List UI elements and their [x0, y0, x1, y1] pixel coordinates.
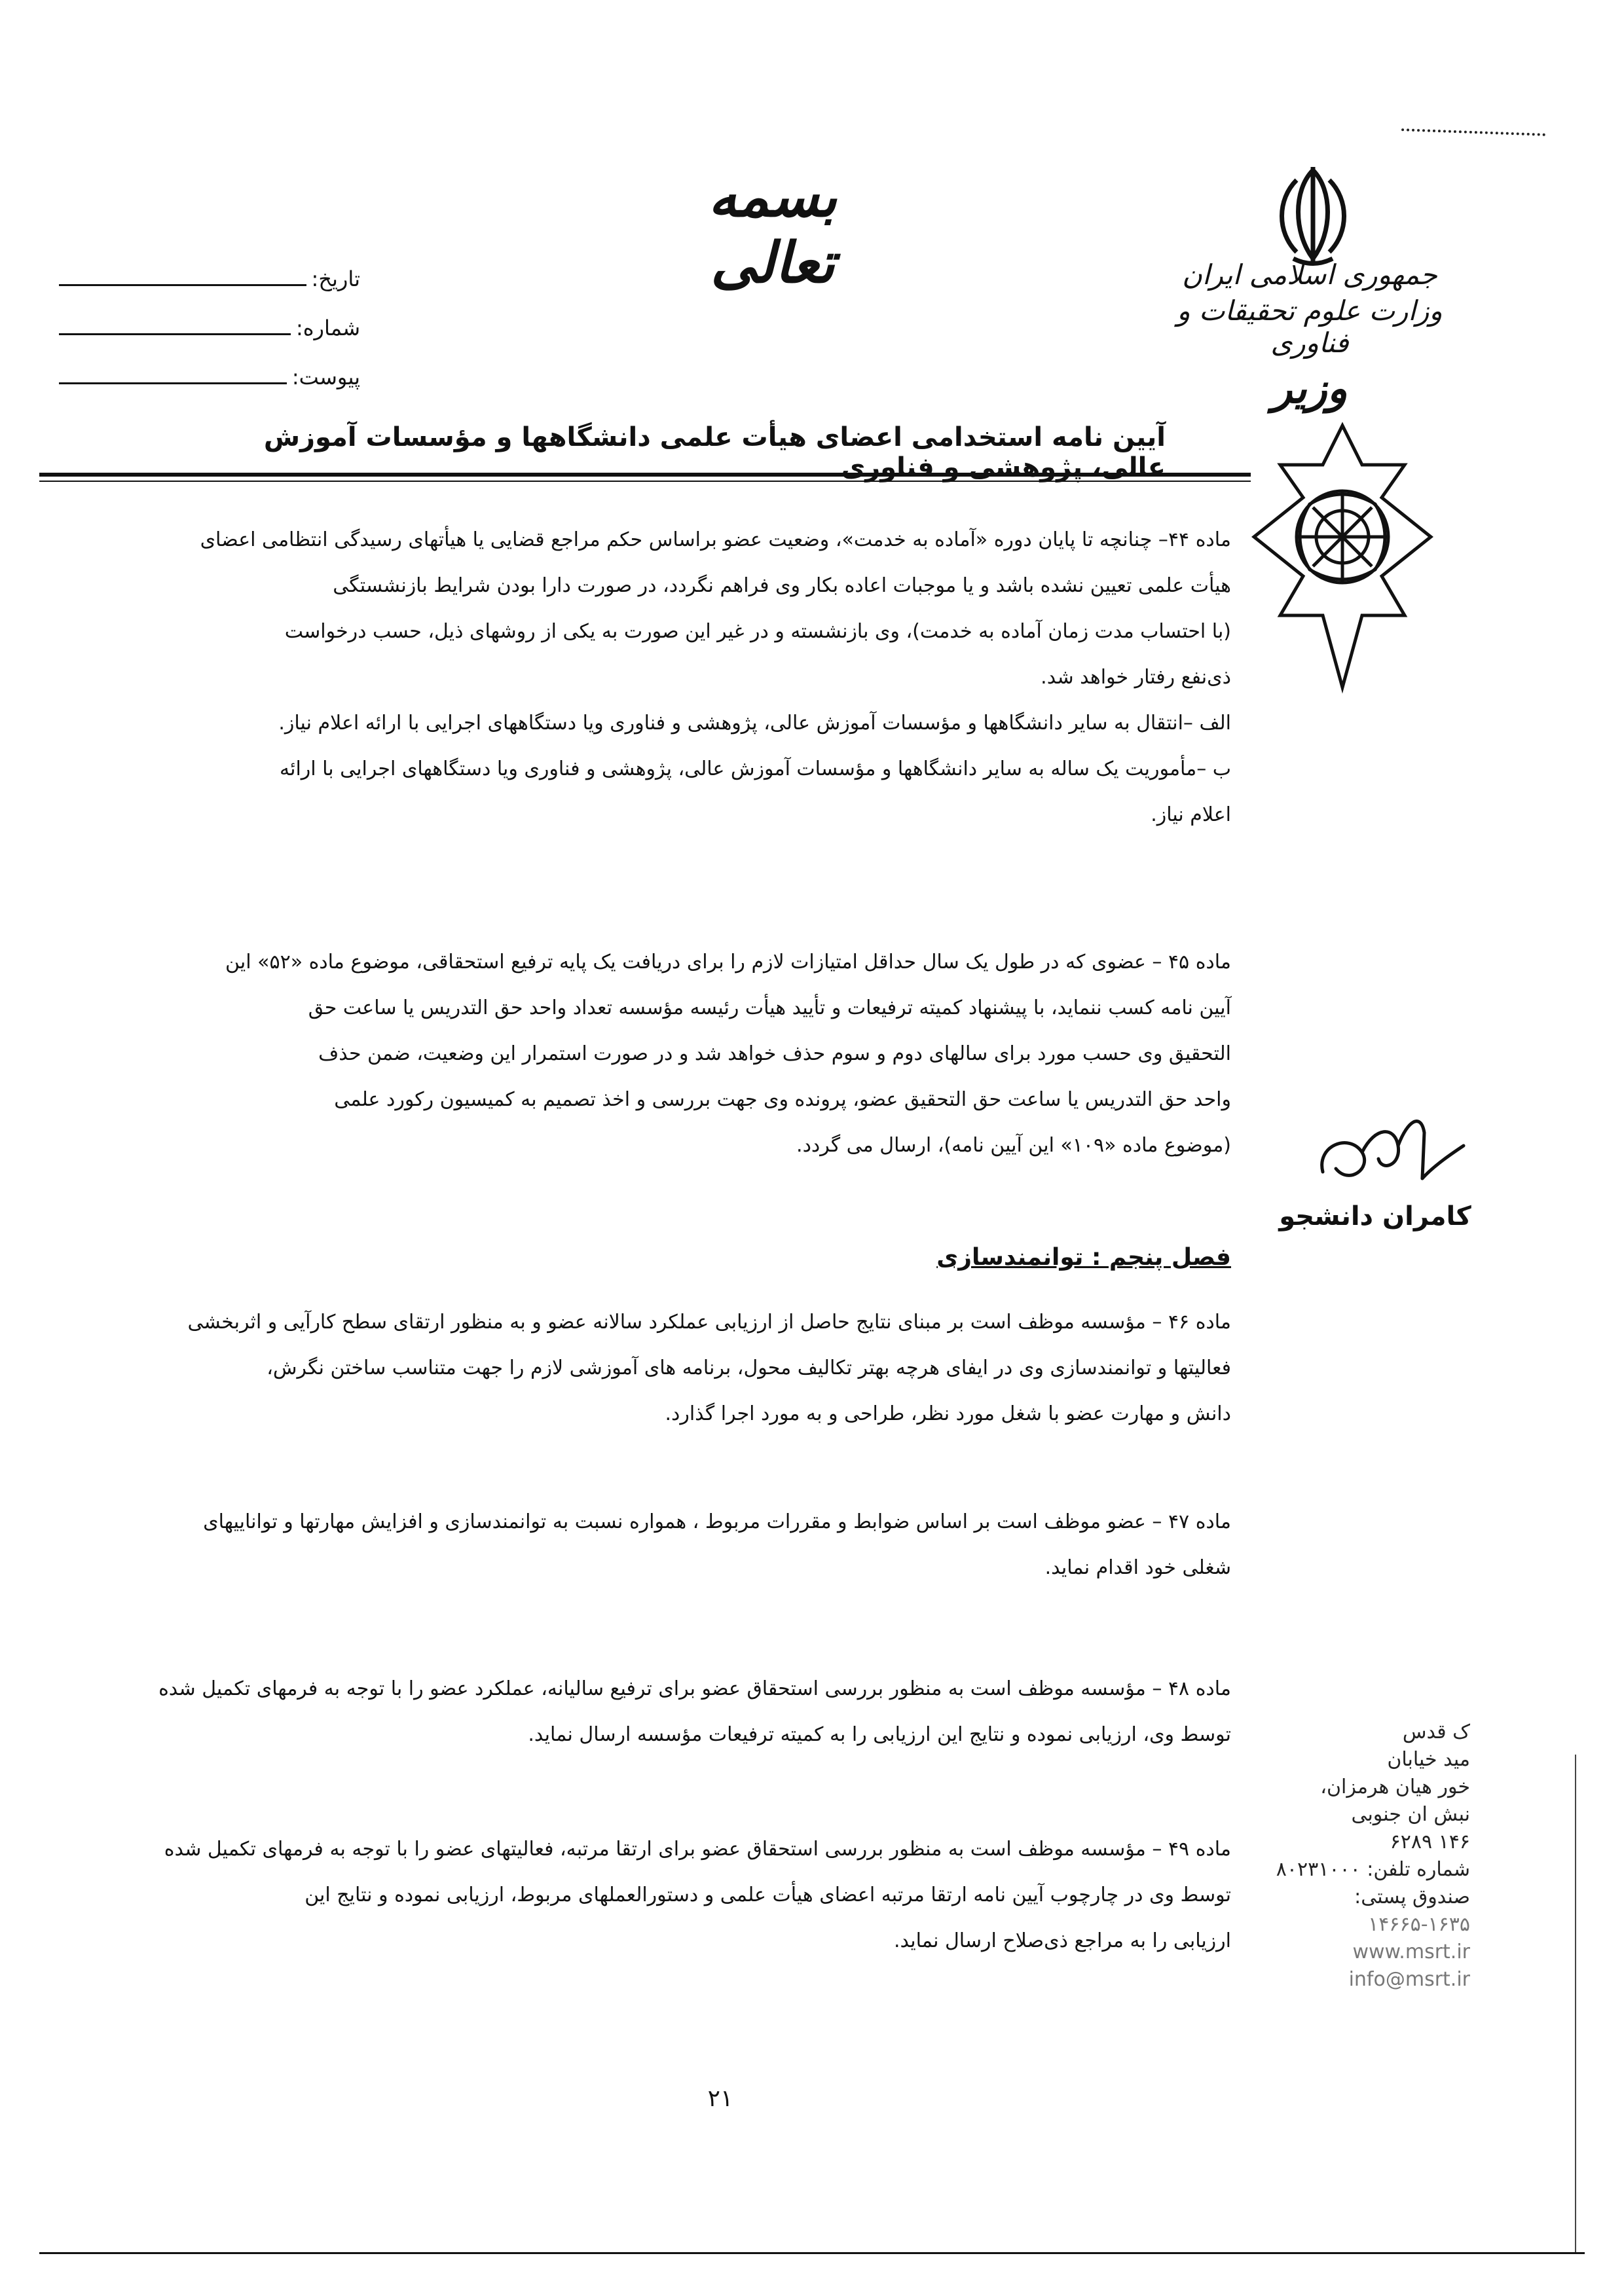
- number-label: شماره:: [295, 316, 360, 340]
- article-44-line: (با احتساب مدت زمان آماده به خدمت)، وی بازنشسته و در غیر این صورت به یکی از روشهای ذیل، حسب درخواست: [284, 620, 1231, 643]
- number-field: [59, 301, 360, 340]
- address-block: [1274, 1719, 1470, 1994]
- article-45-line: آیین نامه کسب ننماید، با پیشنهاد کمیته ترفیعات و تأیید هیأت رئیسه مؤسسه تعداد واحد حق التدریس یا ساعت حق: [308, 996, 1231, 1019]
- minister-title: وزیر: [1272, 364, 1348, 413]
- article-48-line: توسط وی، ارزیابی نموده و نتایج این ارزیابی را به کمیته ترفیعات مؤسسه ارسال نماید.: [528, 1723, 1231, 1746]
- attachment-line: [59, 382, 287, 384]
- article-46: [151, 1300, 1231, 1437]
- article-45-line: واحد حق التدریس یا ساعت حق التحقیق عضو، پرونده وی جهت بررسی و اخذ تصمیم به کمیسیون رکورد علمی: [334, 1088, 1231, 1111]
- date-field: [59, 252, 360, 291]
- article-48: [151, 1666, 1231, 1758]
- country-name: جمهوری اسلامی ایران: [1182, 259, 1437, 291]
- article-44-line: الف –انتقال به سایر دانشگاهها و مؤسسات آموزش عالی، پژوهشی و فناوری ویا دستگاههای اجرایی با ارائه اعلام نیاز.: [278, 712, 1231, 735]
- article-45-line: التحقیق وی حسب مورد برای سالهای دوم و سوم حذف خواهد شد و در صورت استمرار این وضعیت، ضمن حذف: [318, 1042, 1231, 1065]
- attachment-field: [59, 350, 360, 390]
- ministry-name: وزارت علوم تحقیقات و فناوری: [1177, 295, 1443, 359]
- margin-line: [1575, 1755, 1576, 2252]
- address-line: ۱۴۶ ۶۲۸۹: [1390, 1831, 1470, 1853]
- article-46-line: دانش و مهارت عضو با شغل مورد نظر، طراحی و به مورد اجرا گذارد.: [665, 1402, 1231, 1425]
- chapter-title: فصل پنجم : توانمندسازی: [936, 1244, 1231, 1271]
- address-line: مید خیابان: [1387, 1748, 1470, 1771]
- article-47-line: ماده ۴۷ – عضو موظف است بر اساس ضوابط و مقررات مربوط ، همواره نسبت به توانمندسازی و افزایش مهارتها و تواناییهای: [203, 1510, 1231, 1533]
- article-49: [151, 1827, 1231, 1964]
- iran-emblem-icon: [1257, 160, 1369, 272]
- article-46-line: ماده ۴۶ – مؤسسه موظف است بر مبنای نتایج حاصل از ارزیابی عملکرد سالانه عضو و به منظور ارتقای سطح کارآیی و اثربخشی: [187, 1311, 1231, 1334]
- bismillah-heading: بسمه تعالی: [708, 164, 838, 296]
- title-rule-thin: [39, 481, 1251, 482]
- date-line: [59, 283, 306, 286]
- title-rule: [39, 473, 1251, 477]
- signer-name: کامران دانشجو: [1279, 1201, 1471, 1231]
- document-title: آیین نامه استخدامی اعضای هیأت علمی دانشگاهها و مؤسسات آموزش عالی، پژوهشی و فناوری: [263, 422, 1166, 483]
- article-49-line: ماده ۴۹ – مؤسسه موظف است به منظور بررسی استحقاق عضو برای ارتقا مرتبه، فعالیتهای عضو را با توجه به فرمهای تکمیل شده: [164, 1838, 1231, 1861]
- article-44-line: ب –مأموریت یک ساله به سایر دانشگاهها و مؤسسات آموزش عالی، پژوهشی و فناوری ویا دستگاههای اجرایی با ارائه: [280, 757, 1231, 780]
- address-line: خور هیان هرمزان،: [1320, 1776, 1470, 1798]
- article-45-line: ماده ۴۵ – عضوی که در طول یک سال حداقل امتیازات لازم را برای دریافت یک پایه ترفیع استحقاقی، موضوع ماده «۵۲» این: [225, 951, 1231, 974]
- article-47-line: شغلی خود اقدام نماید.: [1044, 1556, 1231, 1579]
- article-44-line: اعلام نیاز.: [1151, 803, 1231, 826]
- article-44: [151, 517, 1231, 838]
- ministry-block: [1166, 259, 1454, 413]
- page-number: ۲۱: [707, 2085, 733, 2112]
- article-48-line: ماده ۴۸ – مؤسسه موظف است به منظور بررسی استحقاق عضو برای ترفیع سالیانه، عملکرد عضو را با توجه به فرمهای تکمیل شده: [158, 1677, 1231, 1700]
- article-49-line: توسط وی در چارچوب آیین نامه ارتقا مرتبه اعضای هیأت علمی و دستورالعملهای مربوط، ارزیابی نموده و نتایج این: [304, 1884, 1231, 1906]
- address-email: info@msrt.ir: [1348, 1968, 1470, 1991]
- address-line: ۱۴۶۶۵-۱۶۳۵: [1368, 1913, 1470, 1936]
- bottom-rule: [39, 2252, 1585, 2254]
- article-44-line: ذی‌نفع رفتار خواهد شد.: [1041, 666, 1231, 689]
- article-45-line: (موضوع ماده «۱۰۹» این آیین نامه)، ارسال می گردد.: [796, 1134, 1231, 1157]
- address-line: شماره تلفن: ۸۰۲۳۱۰۰۰: [1276, 1858, 1470, 1881]
- number-line: [59, 333, 291, 335]
- date-label: تاریخ:: [311, 266, 360, 291]
- address-line: ک قدس: [1402, 1721, 1470, 1743]
- signature-image: [1310, 1106, 1467, 1198]
- address-line: صندوق پستی:: [1354, 1886, 1470, 1908]
- article-45: [151, 939, 1231, 1169]
- corner-mark: [1401, 128, 1545, 136]
- ornament-icon: [1247, 419, 1437, 694]
- address-line: نبش ان جنوبی: [1351, 1803, 1470, 1826]
- article-47: [151, 1499, 1231, 1591]
- attachment-label: پیوست:: [291, 365, 360, 390]
- address-website: www.msrt.ir: [1352, 1941, 1470, 1963]
- article-46-line: فعالیتها و توانمندسازی وی در ایفای هرچه بهتر تکالیف محول، برنامه های آموزشی لازم را جهت متناسب ساختن نگرش،: [267, 1357, 1231, 1379]
- article-49-line: ارزیابی را به مراجع ذی‌صلاح ارسال نماید.: [893, 1929, 1231, 1952]
- article-44-line: هیأت علمی تعیین نشده باشد و یا موجبات اعاده بکار وی فراهم نگردد، در صورت دارا بودن شرایط بازنشستگی: [333, 574, 1231, 597]
- article-44-line: ماده ۴۴– چنانچه تا پایان دوره «آماده به خدمت»، وضعیت عضو براساس حکم مراجع قضایی یا هیأتهای رسیدگی انتظامی اعضای: [200, 528, 1231, 551]
